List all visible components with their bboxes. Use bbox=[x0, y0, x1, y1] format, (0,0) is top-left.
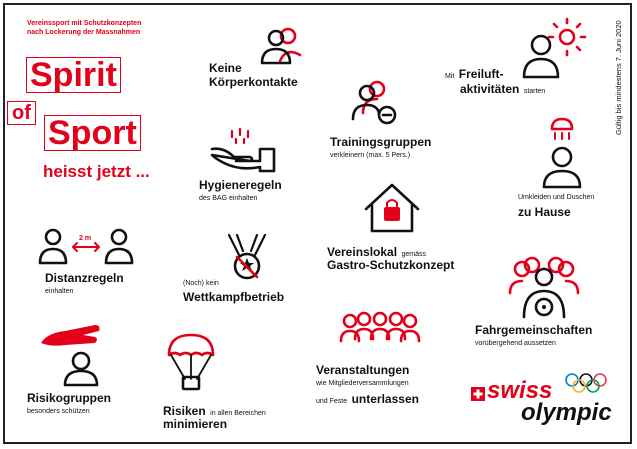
olympic-rings-icon bbox=[565, 373, 607, 395]
distance-icon bbox=[39, 227, 139, 265]
label-fahr-sub: vorübergehend aussetzen bbox=[475, 340, 556, 347]
label-freiluft-1: Freiluft- bbox=[458, 67, 504, 81]
label-risiken-2: minimieren bbox=[163, 417, 228, 431]
label-hygiene-sub: des BAG einhalten bbox=[199, 195, 258, 202]
label-distanz: Distanzregeln bbox=[45, 271, 124, 285]
label-keine bbox=[209, 61, 298, 89]
title-of: of bbox=[7, 101, 36, 125]
hand-wash-icon bbox=[210, 127, 280, 177]
label-risiko: Risikogruppen bbox=[27, 391, 112, 405]
label-umkleiden-sub: Umkleiden und Duschen bbox=[518, 194, 595, 201]
validity-note: Gültig bis mindestens 7. Juni 2020 bbox=[614, 20, 623, 135]
carpool-icon bbox=[508, 255, 580, 319]
label-risiken-mid: in allen Bereichen bbox=[210, 410, 266, 417]
label-vereinslokal-suffix: gemäss bbox=[401, 251, 427, 258]
label-training-sub: verkleinern (max. 5 Pers.) bbox=[330, 152, 411, 159]
outdoor-sun-icon bbox=[523, 19, 603, 79]
parachute-icon bbox=[167, 333, 215, 391]
title-subtitle: heisst jetzt ... bbox=[43, 162, 150, 181]
label-keine-2: Körperkontakte bbox=[209, 75, 298, 89]
logo-olympic: olympic bbox=[521, 399, 612, 426]
label-umkleiden: zu Hause bbox=[518, 205, 571, 219]
swiss-olympic-logo bbox=[469, 369, 612, 426]
no-contact-icon bbox=[258, 25, 318, 65]
logo-swiss: swiss bbox=[487, 377, 553, 404]
label-wettkampf-sub: (Noch) kein bbox=[183, 280, 219, 287]
label-fahr: Fahrgemeinschaften bbox=[475, 323, 593, 337]
label-keine-1: Keine bbox=[209, 61, 242, 75]
header-text bbox=[27, 19, 141, 37]
label-risiken-1: Risiken bbox=[163, 404, 206, 418]
label-wettkampf: Wettkampfbetrieb bbox=[183, 290, 285, 304]
poster-frame bbox=[3, 3, 632, 444]
label-veranst-sub2: und Feste bbox=[316, 398, 348, 405]
training-group-icon bbox=[353, 79, 403, 129]
title-sport: Sport bbox=[44, 115, 141, 151]
swiss-cross-icon bbox=[471, 387, 485, 401]
title-spirit: Spirit bbox=[26, 57, 121, 93]
label-freiluft-2: aktivitäten bbox=[460, 82, 520, 96]
header-line-1: Vereinssport mit Schutzkonzepten bbox=[27, 20, 142, 27]
shower-icon bbox=[540, 117, 590, 189]
label-vereinslokal-1: Vereinslokal bbox=[327, 245, 398, 259]
label-veranst: Veranstaltungen bbox=[316, 363, 410, 377]
label-freiluft-prefix: Mit bbox=[445, 73, 455, 80]
label-vereinslokal-2: Gastro-Schutzkonzept bbox=[327, 258, 455, 272]
header-line-2: nach Lockerung der Massnahmen bbox=[27, 29, 141, 36]
crowd-icon bbox=[340, 311, 420, 353]
label-veranst-2: unterlassen bbox=[351, 392, 419, 406]
label-freiluft-row2 bbox=[460, 80, 545, 98]
protect-person-icon bbox=[37, 323, 103, 387]
distance-badge: 2 m bbox=[79, 235, 92, 242]
label-distanz-sub: einhalten bbox=[45, 288, 74, 295]
label-veranst-row3 bbox=[316, 390, 419, 408]
medal-crossed-icon bbox=[225, 233, 269, 281]
label-veranst-sub1: wie Mitgliederversammlungen bbox=[316, 380, 409, 387]
label-risiko-sub: besonders schützen bbox=[27, 408, 90, 415]
clubhouse-lock-icon bbox=[364, 183, 424, 235]
label-training: Trainingsgruppen bbox=[330, 135, 432, 149]
label-hygiene: Hygieneregeln bbox=[199, 178, 282, 192]
label-freiluft-suffix: starten bbox=[523, 88, 546, 95]
